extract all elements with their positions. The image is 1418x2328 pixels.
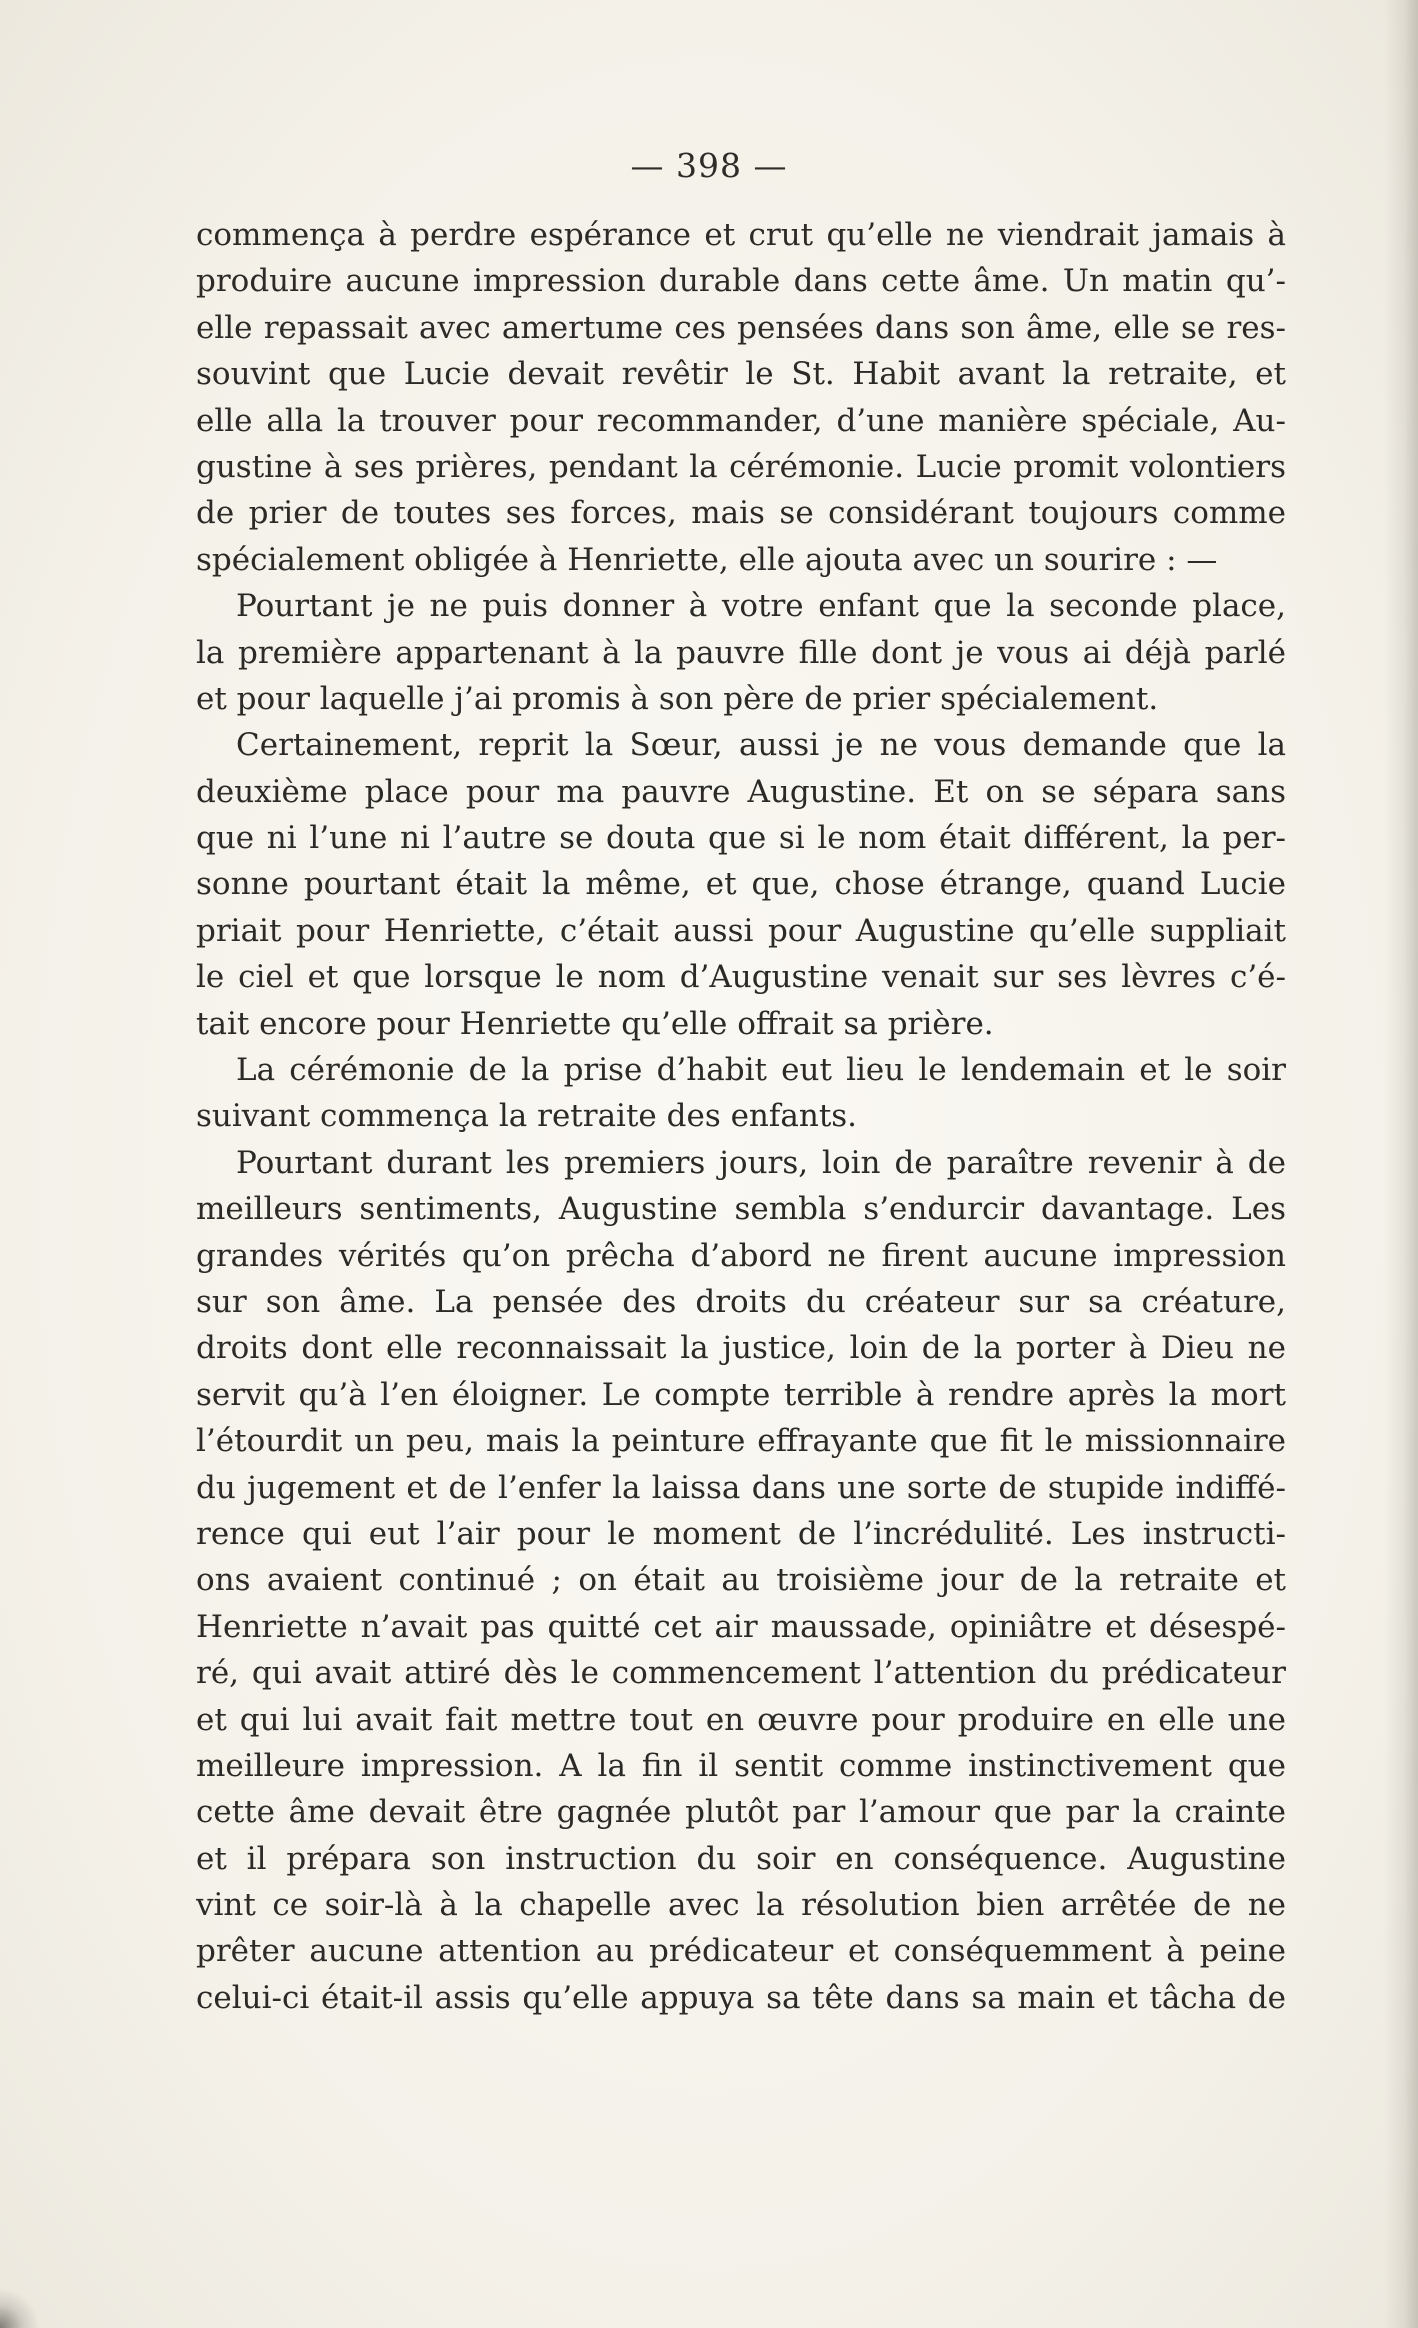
text-line: grandes vérités qu’on prêcha d’abord ne firent aucune impression: [196, 1237, 1286, 1274]
text-line: ré, qui avait attiré dès le commencement l’attention du prédicateur: [196, 1655, 1286, 1692]
page-number: — 398 —: [630, 146, 788, 185]
text-line: la première appartenant à la pauvre fille dont je vous ai déjà parlé: [196, 634, 1286, 671]
text-line: priait pour Henriette, c’était aussi pour Augustine qu’elle suppliait: [196, 912, 1286, 949]
text-line: cette âme devait être gagnée plutôt par l’amour que par la crainte: [196, 1794, 1286, 1831]
text-line: vint ce soir-là à la chapelle avec la résolution bien arrêtée de ne: [196, 1887, 1286, 1924]
text-line: ons avaient continué ; on était au troisième jour de la retraite et: [196, 1562, 1286, 1599]
text-line: et qui lui avait fait mettre tout en œuvre pour produire en elle une: [196, 1701, 1286, 1738]
text-line: l’étourdit un peu, mais la peinture effrayante que fit le missionnaire: [196, 1423, 1286, 1460]
text-line: suivant commença la retraite des enfants.: [196, 1098, 858, 1135]
text-line: gustine à ses prières, pendant la cérémonie. Lucie promit volontiers: [196, 448, 1286, 485]
text-line: servit qu’à l’en éloigner. Le compte terrible à rendre après la mort: [196, 1376, 1286, 1413]
text-line: et il prépara son instruction du soir en conséquence. Augustine: [196, 1840, 1286, 1877]
text-line: de prier de toutes ses forces, mais se considérant toujours comme: [196, 495, 1286, 532]
text-line: sonne pourtant était la même, et que, chose étrange, quand Lucie: [196, 866, 1286, 903]
text-line: du jugement et de l’enfer la laissa dans une sorte de stupide indiffé-: [196, 1469, 1286, 1506]
text-line: elle repassait avec amertume ces pensées dans son âme, elle se res-: [196, 309, 1286, 346]
text-line: Pourtant je ne puis donner à votre enfant que la seconde place,: [236, 588, 1286, 625]
text-line: commença à perdre espérance et crut qu’elle ne viendrait jamais à: [196, 217, 1286, 253]
text-line: rence qui eut l’air pour le moment de l’incrédulité. Les instructi-: [196, 1515, 1286, 1552]
text-line: droits dont elle reconnaissait la justice, loin de la porter à Dieu ne: [196, 1330, 1286, 1367]
text-line: souvint que Lucie devait revêtir le St. Habit avant la retraite, et: [196, 356, 1286, 393]
text-line: celui-ci était-il assis qu’elle appuya sa tête dans sa main et tâcha de: [196, 1979, 1286, 2016]
text-line: produire aucune impression durable dans cette âme. Un matin qu’-: [196, 263, 1286, 300]
text-line: meilleurs sentiments, Augustine sembla s’endurcir davantage. Les: [196, 1191, 1286, 1228]
text-line: prêter aucune attention au prédicateur et conséquemment à peine: [196, 1933, 1286, 1970]
text-line: La cérémonie de la prise d’habit eut lieu le lendemain et le soir: [236, 1052, 1286, 1089]
text-line: Pourtant durant les premiers jours, loin de paraître revenir à de: [236, 1144, 1286, 1181]
page-edge-shadow: [1384, 0, 1418, 2328]
body-text: [196, 212, 1286, 2021]
text-line: Henriette n’avait pas quitté cet air maussade, opiniâtre et désespé-: [196, 1608, 1286, 1645]
text-line: meilleure impression. A la fin il sentit comme instinctivement que: [196, 1747, 1286, 1784]
corner-smudge: [0, 2288, 40, 2328]
text-line: elle alla la trouver pour recommander, d’une manière spéciale, Au-: [196, 402, 1286, 439]
text-line: Certainement, reprit la Sœur, aussi je ne vous demande que la: [236, 727, 1286, 764]
text-line: sur son âme. La pensée des droits du créateur sur sa créature,: [196, 1283, 1286, 1320]
text-line: le ciel et que lorsque le nom d’Augustine venait sur ses lèvres c’é-: [196, 959, 1286, 996]
text-line: tait encore pour Henriette qu’elle offrait sa prière.: [196, 1005, 994, 1042]
text-line: spécialement obligée à Henriette, elle ajouta avec un sourire : —: [196, 541, 1218, 578]
text-line: deuxième place pour ma pauvre Augustine. Et on se sépara sans: [196, 773, 1286, 810]
text-line: et pour laquelle j’ai promis à son père de prier spécialement.: [196, 680, 1159, 717]
text-line: que ni l’une ni l’autre se douta que si le nom était différent, la per-: [196, 820, 1286, 857]
